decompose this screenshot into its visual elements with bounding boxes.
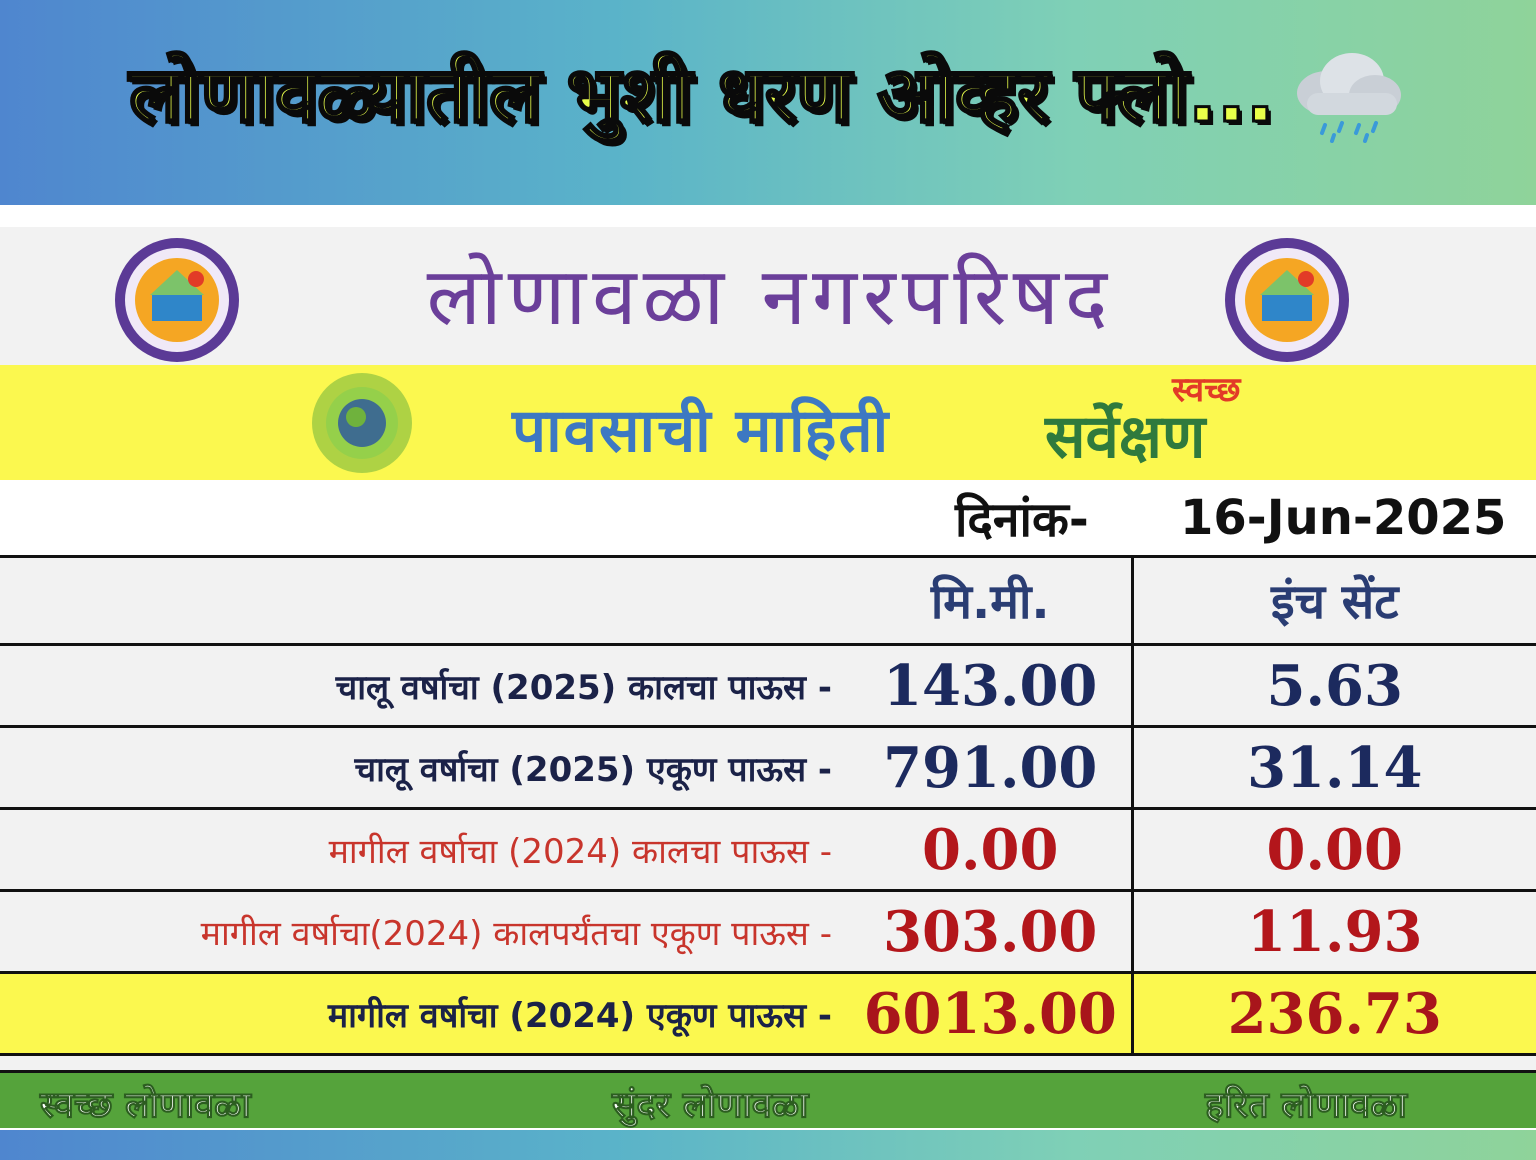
organization-name: लोणावळा नगरपरिषद — [426, 250, 1114, 343]
headline-bar — [0, 0, 1536, 205]
row-label: चालू वर्षाचा (2025) एकूण पाऊस - — [0, 727, 850, 809]
row-mm: 6013.00 — [850, 973, 1132, 1055]
card-inner — [0, 227, 1536, 1126]
campaign-top: स्वच्छ — [1172, 370, 1241, 410]
rain-cloud-icon — [1287, 43, 1407, 143]
table-header-row — [0, 557, 1536, 645]
date-label: दिनांक- — [955, 492, 1089, 548]
bottom-strip — [0, 1130, 1536, 1160]
row-label: मागील वर्षाचा(2024) कालपर्यंतचा एकूण पाऊस - — [0, 891, 850, 973]
row-inch: 0.00 — [1132, 809, 1536, 891]
date-value: 16-Jun-2025 — [1180, 490, 1507, 546]
row-mm: 0.00 — [850, 809, 1132, 891]
table-row — [0, 973, 1536, 1055]
rainfall-table — [0, 555, 1536, 1056]
municipal-seal-icon — [112, 235, 242, 365]
table-row — [0, 809, 1536, 891]
row-inch: 11.93 — [1132, 891, 1536, 973]
row-label: चालू वर्षाचा (2025) कालचा पाऊस - — [0, 645, 850, 727]
row-label: मागील वर्षाचा (2024) कालचा पाऊस - — [0, 809, 850, 891]
footer-left: स्वच्छ लोणावळा — [40, 1085, 251, 1126]
rain-info-band — [0, 365, 1536, 480]
info-card — [0, 205, 1536, 1130]
row-label: मागील वर्षाचा (2024) एकूण पाऊस - — [0, 973, 850, 1055]
rain-info-title: पावसाची माहिती — [512, 396, 891, 466]
row-inch: 31.14 — [1132, 727, 1536, 809]
row-mm: 303.00 — [850, 891, 1132, 973]
title-row — [0, 227, 1536, 365]
campaign-bottom: सर्वेक्षण — [1045, 402, 1206, 472]
date-row — [0, 480, 1536, 555]
footer-slogans — [0, 1070, 1536, 1128]
municipal-seal-icon — [1222, 235, 1352, 365]
table-row — [0, 645, 1536, 727]
table-row — [0, 727, 1536, 809]
row-inch: 5.63 — [1132, 645, 1536, 727]
table-row — [0, 891, 1536, 973]
row-inch: 236.73 — [1132, 973, 1536, 1055]
leaf-logo-icon — [298, 367, 426, 479]
headline — [129, 41, 1406, 144]
row-mm: 143.00 — [850, 645, 1132, 727]
footer-center: सुंदर लोणावळा — [612, 1085, 809, 1126]
header-mm: मि.मी. — [850, 557, 1132, 645]
header-label-cell — [0, 557, 850, 645]
header-inch: इंच सेंट — [1132, 557, 1536, 645]
footer-right: हरित लोणावळा — [1205, 1085, 1408, 1126]
row-mm: 791.00 — [850, 727, 1132, 809]
headline-text: लोणावळ्यातील भुशी धरण ओव्हर फ्लो... — [129, 50, 1275, 139]
